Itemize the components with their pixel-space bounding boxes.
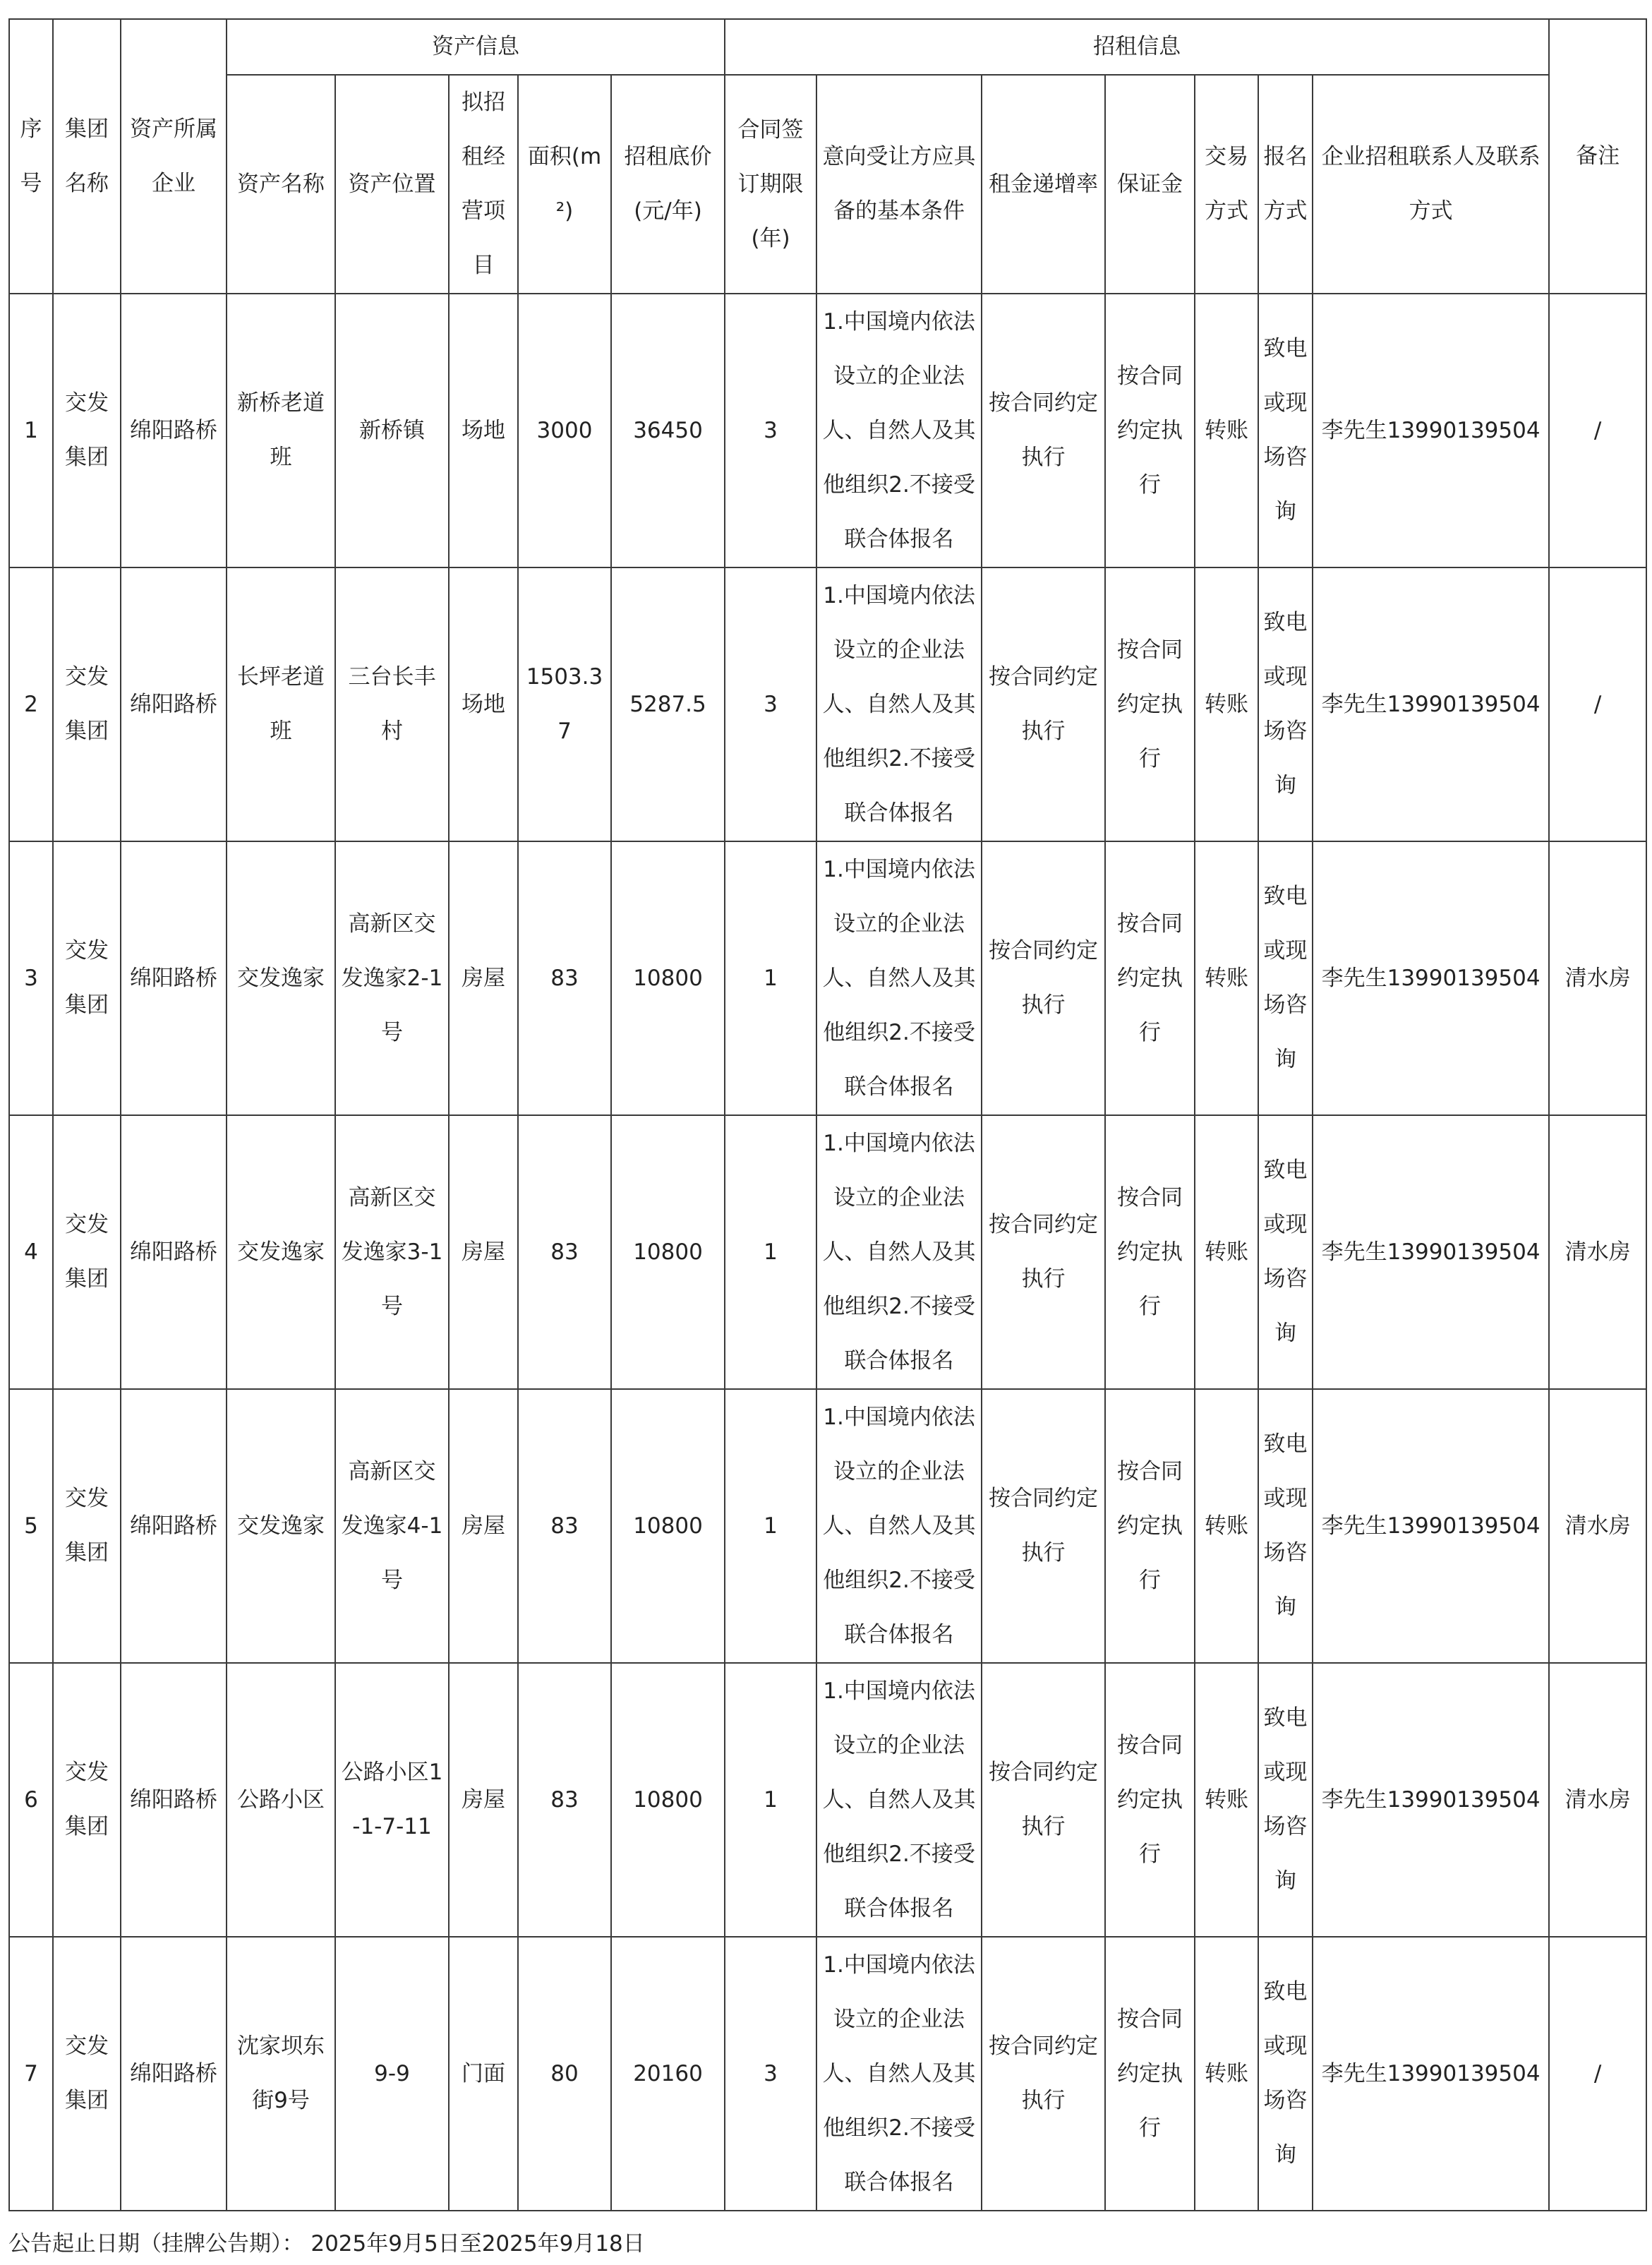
header-project: 拟招租经营项目 [449,75,518,294]
cell-deposit: 按合同约定执行 [1105,567,1195,841]
cell-project: 房屋 [449,1115,518,1389]
header-area: 面积(m²) [518,75,611,294]
announcement-period-dates: 2025年9月5日至2025年9月18日 [310,2231,645,2257]
cell-enterprise: 绵阳路桥 [121,567,227,841]
cell-area: 83 [518,1389,611,1663]
header-lease-info: 招租信息 [725,19,1549,75]
cell-enterprise: 绵阳路桥 [121,1663,227,1937]
cell-contact: 李先生13990139504 [1313,1663,1549,1937]
cell-rent-increase: 按合同约定执行 [982,1937,1105,2211]
cell-signup-method: 致电或现场咨询 [1258,567,1313,841]
cell-conditions: 1.中国境内依法设立的企业法人、自然人及其他组织2.不接受联合体报名 [816,1663,982,1937]
cell-base-price: 10800 [611,841,725,1115]
header-signup-method: 报名方式 [1258,75,1313,294]
header-term: 合同签订期限(年) [725,75,816,294]
cell-asset-name: 交发逸家 [227,1115,335,1389]
cell-project: 房屋 [449,1663,518,1937]
cell-rent-increase: 按合同约定执行 [982,1663,1105,1937]
cell-conditions: 1.中国境内依法设立的企业法人、自然人及其他组织2.不接受联合体报名 [816,1115,982,1389]
header-base-price: 招租底价(元/年) [611,75,725,294]
cell-signup-method: 致电或现场咨询 [1258,1389,1313,1663]
cell-deposit: 按合同约定执行 [1105,1115,1195,1389]
header-asset-location: 资产位置 [335,75,449,294]
cell-group: 交发集团 [53,1937,121,2211]
cell-term: 1 [725,1389,816,1663]
table-row [9,567,1646,841]
header-remark: 备注 [1549,19,1646,294]
cell-enterprise: 绵阳路桥 [121,294,227,567]
cell-asset-name: 沈家坝东街9号 [227,1937,335,2211]
cell-contact: 李先生13990139504 [1313,1115,1549,1389]
cell-term: 1 [725,841,816,1115]
cell-rent-increase: 按合同约定执行 [982,567,1105,841]
cell-project: 场地 [449,294,518,567]
cell-area: 83 [518,1663,611,1937]
cell-conditions: 1.中国境内依法设立的企业法人、自然人及其他组织2.不接受联合体报名 [816,1937,982,2211]
cell-deposit: 按合同约定执行 [1105,1389,1195,1663]
lease-listing-table [8,18,1647,2211]
cell-base-price: 5287.5 [611,567,725,841]
cell-seq: 6 [9,1663,53,1937]
cell-enterprise: 绵阳路桥 [121,1115,227,1389]
cell-rent-increase: 按合同约定执行 [982,1115,1105,1389]
cell-deposit: 按合同约定执行 [1105,1937,1195,2211]
cell-term: 3 [725,294,816,567]
cell-area: 3000 [518,294,611,567]
cell-conditions: 1.中国境内依法设立的企业法人、自然人及其他组织2.不接受联合体报名 [816,841,982,1115]
header-asset-name: 资产名称 [227,75,335,294]
cell-signup-method: 致电或现场咨询 [1258,1937,1313,2211]
cell-project: 场地 [449,567,518,841]
cell-area: 83 [518,1115,611,1389]
table-row [9,1663,1646,1937]
cell-base-price: 10800 [611,1389,725,1663]
cell-asset-location: 公路小区1-1-7-11 [335,1663,449,1937]
cell-group: 交发集团 [53,841,121,1115]
cell-seq: 7 [9,1937,53,2211]
cell-contact: 李先生13990139504 [1313,841,1549,1115]
cell-term: 3 [725,1937,816,2211]
header-enterprise: 资产所属企业 [121,19,227,294]
announcement-period [8,2230,645,2258]
cell-rent-increase: 按合同约定执行 [982,294,1105,567]
cell-asset-name: 交发逸家 [227,1389,335,1663]
header-deposit: 保证金 [1105,75,1195,294]
header-group-name: 集团名称 [53,19,121,294]
cell-seq: 3 [9,841,53,1115]
cell-trade-method: 转账 [1195,1389,1258,1663]
cell-seq: 2 [9,567,53,841]
cell-remark: 清水房 [1549,1389,1646,1663]
cell-term: 1 [725,1663,816,1937]
header-contact: 企业招租联系人及联系方式 [1313,75,1549,294]
cell-asset-location: 三台长丰村 [335,567,449,841]
cell-group: 交发集团 [53,294,121,567]
header-row-top [9,19,1646,75]
cell-asset-location: 9-9 [335,1937,449,2211]
cell-term: 3 [725,567,816,841]
cell-base-price: 10800 [611,1115,725,1389]
cell-remark: 清水房 [1549,1663,1646,1937]
cell-deposit: 按合同约定执行 [1105,294,1195,567]
cell-area: 83 [518,841,611,1115]
cell-asset-name: 新桥老道班 [227,294,335,567]
cell-asset-location: 高新区交发逸家3-1号 [335,1115,449,1389]
cell-trade-method: 转账 [1195,841,1258,1115]
cell-enterprise: 绵阳路桥 [121,1937,227,2211]
cell-deposit: 按合同约定执行 [1105,1663,1195,1937]
table-row [9,294,1646,567]
header-seq: 序号 [9,19,53,294]
cell-base-price: 10800 [611,1663,725,1937]
cell-enterprise: 绵阳路桥 [121,841,227,1115]
cell-project: 房屋 [449,841,518,1115]
cell-trade-method: 转账 [1195,1115,1258,1389]
header-rent-increase: 租金递增率 [982,75,1105,294]
announcement-period-label: 公告起止日期（挂牌公告期）： [8,2231,304,2257]
cell-project: 房屋 [449,1389,518,1663]
cell-asset-name: 公路小区 [227,1663,335,1937]
cell-signup-method: 致电或现场咨询 [1258,1115,1313,1389]
cell-trade-method: 转账 [1195,1663,1258,1937]
cell-trade-method: 转账 [1195,294,1258,567]
table-row [9,1389,1646,1663]
cell-remark: 清水房 [1549,1115,1646,1389]
table-row [9,841,1646,1115]
cell-group: 交发集团 [53,1663,121,1937]
cell-project: 门面 [449,1937,518,2211]
cell-enterprise: 绵阳路桥 [121,1389,227,1663]
cell-signup-method: 致电或现场咨询 [1258,841,1313,1115]
cell-signup-method: 致电或现场咨询 [1258,294,1313,567]
cell-asset-name: 长坪老道班 [227,567,335,841]
cell-contact: 李先生13990139504 [1313,1389,1549,1663]
cell-trade-method: 转账 [1195,1937,1258,2211]
cell-asset-location: 高新区交发逸家2-1号 [335,841,449,1115]
header-trade-method: 交易方式 [1195,75,1258,294]
cell-trade-method: 转账 [1195,567,1258,841]
cell-group: 交发集团 [53,1115,121,1389]
cell-remark: 清水房 [1549,841,1646,1115]
cell-contact: 李先生13990139504 [1313,1937,1549,2211]
cell-deposit: 按合同约定执行 [1105,841,1195,1115]
table-row [9,1115,1646,1389]
header-row-sub [9,75,1646,294]
cell-asset-name: 交发逸家 [227,841,335,1115]
cell-seq: 5 [9,1389,53,1663]
cell-area: 1503.37 [518,567,611,841]
cell-rent-increase: 按合同约定执行 [982,841,1105,1115]
cell-group: 交发集团 [53,567,121,841]
cell-term: 1 [725,1115,816,1389]
cell-base-price: 20160 [611,1937,725,2211]
cell-rent-increase: 按合同约定执行 [982,1389,1105,1663]
cell-remark: / [1549,294,1646,567]
cell-remark: / [1549,567,1646,841]
cell-base-price: 36450 [611,294,725,567]
header-conditions: 意向受让方应具备的基本条件 [816,75,982,294]
cell-conditions: 1.中国境内依法设立的企业法人、自然人及其他组织2.不接受联合体报名 [816,294,982,567]
cell-asset-location: 高新区交发逸家4-1号 [335,1389,449,1663]
cell-remark: / [1549,1937,1646,2211]
cell-conditions: 1.中国境内依法设立的企业法人、自然人及其他组织2.不接受联合体报名 [816,1389,982,1663]
cell-area: 80 [518,1937,611,2211]
table-row [9,1937,1646,2211]
cell-contact: 李先生13990139504 [1313,567,1549,841]
cell-seq: 4 [9,1115,53,1389]
header-asset-info: 资产信息 [227,19,725,75]
cell-conditions: 1.中国境内依法设立的企业法人、自然人及其他组织2.不接受联合体报名 [816,567,982,841]
cell-group: 交发集团 [53,1389,121,1663]
cell-contact: 李先生13990139504 [1313,294,1549,567]
cell-signup-method: 致电或现场咨询 [1258,1663,1313,1937]
cell-asset-location: 新桥镇 [335,294,449,567]
cell-seq: 1 [9,294,53,567]
